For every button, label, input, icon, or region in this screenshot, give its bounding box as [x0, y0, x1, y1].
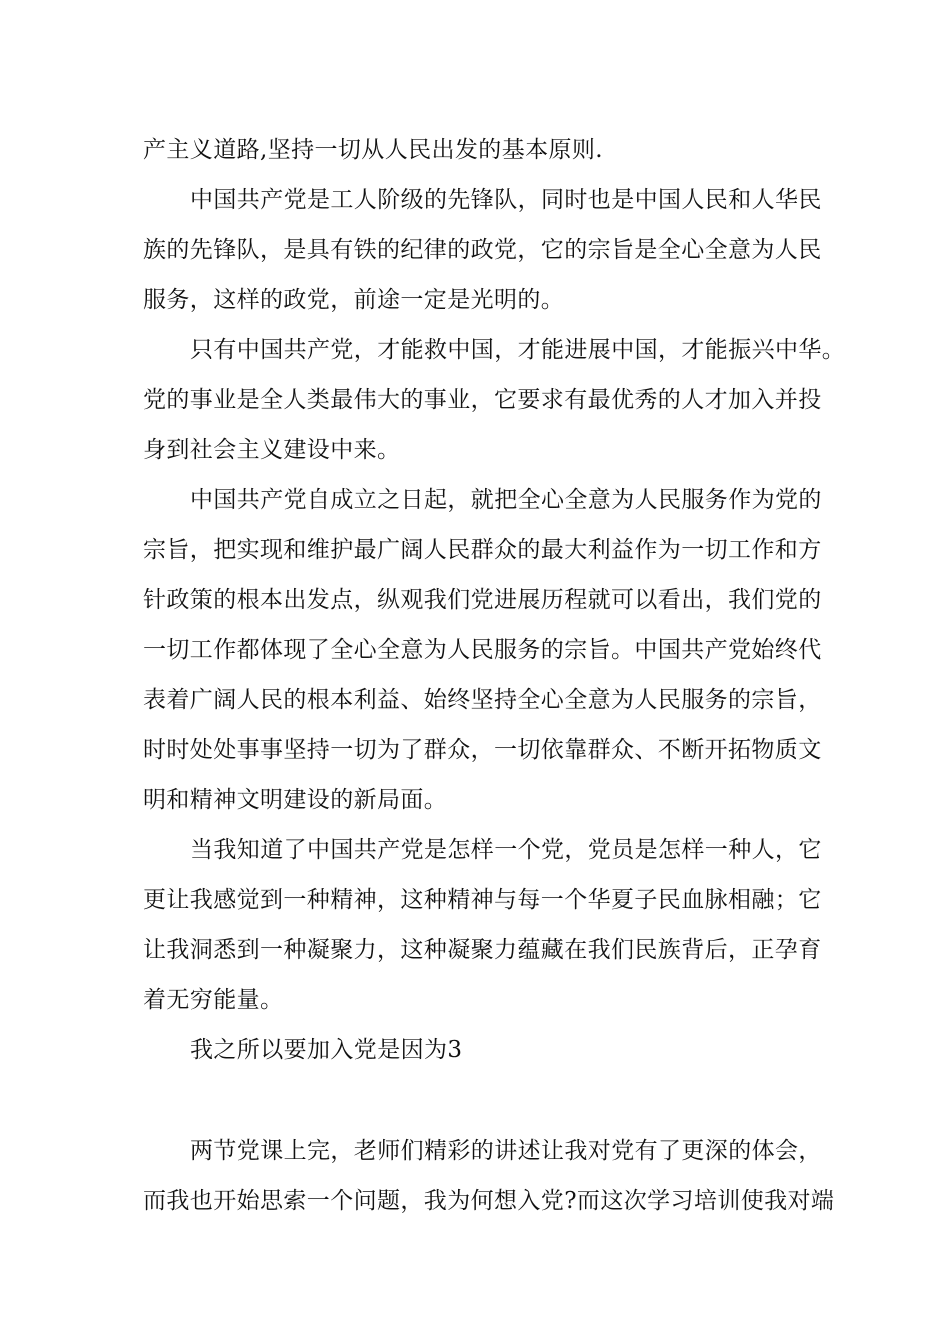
text-line: 党的事业是全人类最伟大的事业，它要求有最优秀的人才加入并投 [143, 387, 822, 413]
text-line: 针政策的根本出发点，纵观我们党进展历程就可以看出，我们党的 [143, 587, 822, 613]
paragraph-first-line: 中国共产党自成立之日起，就把全心全意为人民服务作为党的 [190, 487, 822, 513]
text-line: 身到社会主义建设中来。 [143, 437, 401, 463]
text-line: 一切工作都体现了全心全意为人民服务的宗旨。中国共产党始终代 [143, 637, 822, 663]
text-line: 时时处处事事坚持一切为了群众，一切依靠群众、不断开拓物质文 [143, 737, 822, 763]
text-line: 服务，这样的政党，前途一定是光明的。 [143, 287, 565, 313]
section-heading: 我之所以要加入党是因为3 [190, 1037, 463, 1063]
paragraph-first-line: 两节党课上完，老师们精彩的讲述让我对党有了更深的体会， [190, 1138, 822, 1164]
text-line: 表着广阔人民的根本利益、始终坚持全心全意为人民服务的宗旨， [143, 687, 822, 713]
paragraph-first-line: 中国共产党是工人阶级的先锋队，同时也是中国人民和人华民 [190, 187, 822, 213]
text-line: 族的先锋队，是具有铁的纪律的政党，它的宗旨是全心全意为人民 [143, 237, 822, 263]
text-line: 宗旨，把实现和维护最广阔人民群众的最大利益作为一切工作和方 [143, 537, 822, 563]
text-line: 让我洞悉到一种凝聚力，这种凝聚力蕴藏在我们民族背后，正孕育 [143, 937, 822, 963]
paragraph-first-line: 当我知道了中国共产党是怎样一个党，党员是怎样一种人，它 [190, 837, 822, 863]
text-line: 而我也开始思索一个问题，我为何想入党?而这次学习培训使我对端 [143, 1188, 835, 1214]
text-line: 明和精神文明建设的新局面。 [143, 787, 448, 813]
text-line: 着无穷能量。 [143, 987, 284, 1013]
text-line: 更让我感觉到一种精神，这种精神与每一个华夏子民血脉相融；它 [143, 887, 822, 913]
text-line: 产主义道路,坚持一切从人民出发的基本原则. [143, 137, 604, 163]
paragraph-first-line: 只有中国共产党，才能救中国，才能进展中国，才能振兴中华。 [190, 337, 846, 363]
